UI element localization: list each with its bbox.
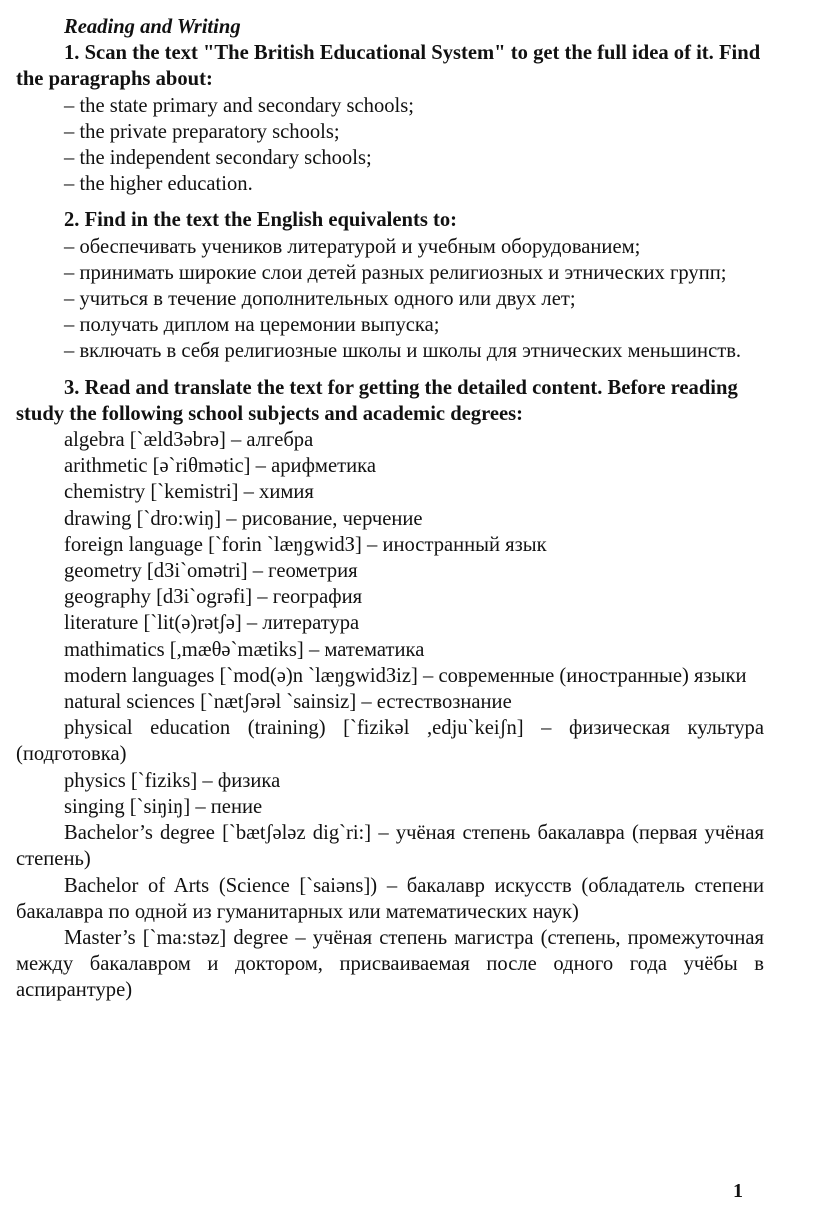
list-item: – обеспечивать учеников литературой и учебным оборудованием; [64,235,641,258]
vocab-item: physical education (training) [`fizikəl ,edju`keiʃn] – физическая культура (подготовка) [16,717,764,766]
vocabulary-list [16,427,764,1003]
task-3-heading: 3. Read and translate the text for getting the detailed content. Before reading study the following school subjects and academic degrees: [16,376,738,425]
vocab-item: drawing [`dro:wiŋ] – рисование, черчение [64,507,423,530]
task-1 [16,40,764,197]
task-2-list [16,234,764,365]
list-item: – the private preparatory schools; [64,120,340,143]
list-item: – the higher education. [64,173,253,196]
section-title: Reading and Writing [64,16,241,38]
vocab-item: arithmetic [ə`riθmətic] – арифметика [64,455,376,478]
task-3 [16,375,764,1004]
list-item: – получать диплом на церемонии выпуска; [64,314,440,337]
vocab-item: physics [`fiziks] – физика [64,769,281,792]
vocab-item: geography [dЗi`ogrəfi] – география [64,586,363,609]
list-item: – учиться в течение дополнительных одного или двух лет; [64,288,576,311]
vocab-item: Master’s [`ma:stəz] degree – учёная степень магистра (степень, промежуточная между бакалавром и доктором, присваиваемая после одного года учёбы в аспирантуре) [16,926,764,1002]
vocab-item: chemistry [`kemistri] – химия [64,481,314,504]
vocab-item: geometry [dЗi`omətri] – геометрия [64,560,358,583]
list-item: – the independent secondary schools; [64,147,372,170]
vocab-item: modern languages [`mod(ə)n `læŋgwidЗiz] – современные (иностранные) языки [64,664,747,687]
vocab-item: Bachelor of Arts (Science [`saiəns]) – бакалавр искусств (обладатель степени бакалавра по одной из гуманитарных или математических наук) [16,874,764,923]
list-item: – принимать широкие слои детей разных религиозных и этнических групп; [64,261,727,284]
vocab-item: algebra [`ældЗəbrə] – алгебра [64,429,314,452]
vocab-item: singing [`siŋiŋ] – пение [64,795,263,818]
vocab-item: Bachelor’s degree [`bætʃələz dig`ri:] – учёная степень бакалавра (первая учёная степень) [16,822,764,871]
vocab-item: mathimatics [,mæθə`mætiks] – математика [64,638,425,661]
list-item: – the state primary and secondary schools; [64,94,414,117]
task-1-list [16,93,764,198]
task-2 [16,207,764,364]
vocab-item: literature [`lit(ə)rətʃə] – литература [64,612,360,635]
page-number: 1 [733,1180,743,1202]
list-item: – включать в себя религиозные школы и школы для этнических меньшинств. [64,340,742,363]
task-1-heading: 1. Scan the text "The British Educational System" to get the full idea of it. Find the paragraphs about: [16,42,761,91]
task-2-heading: 2. Find in the text the English equivalents to: [64,209,458,232]
vocab-item: natural sciences [`nætʃərəl `sainsiz] – естествознание [64,691,512,714]
vocab-item: foreign language [`forin `læŋgwidЗ] – иностранный язык [64,533,547,556]
